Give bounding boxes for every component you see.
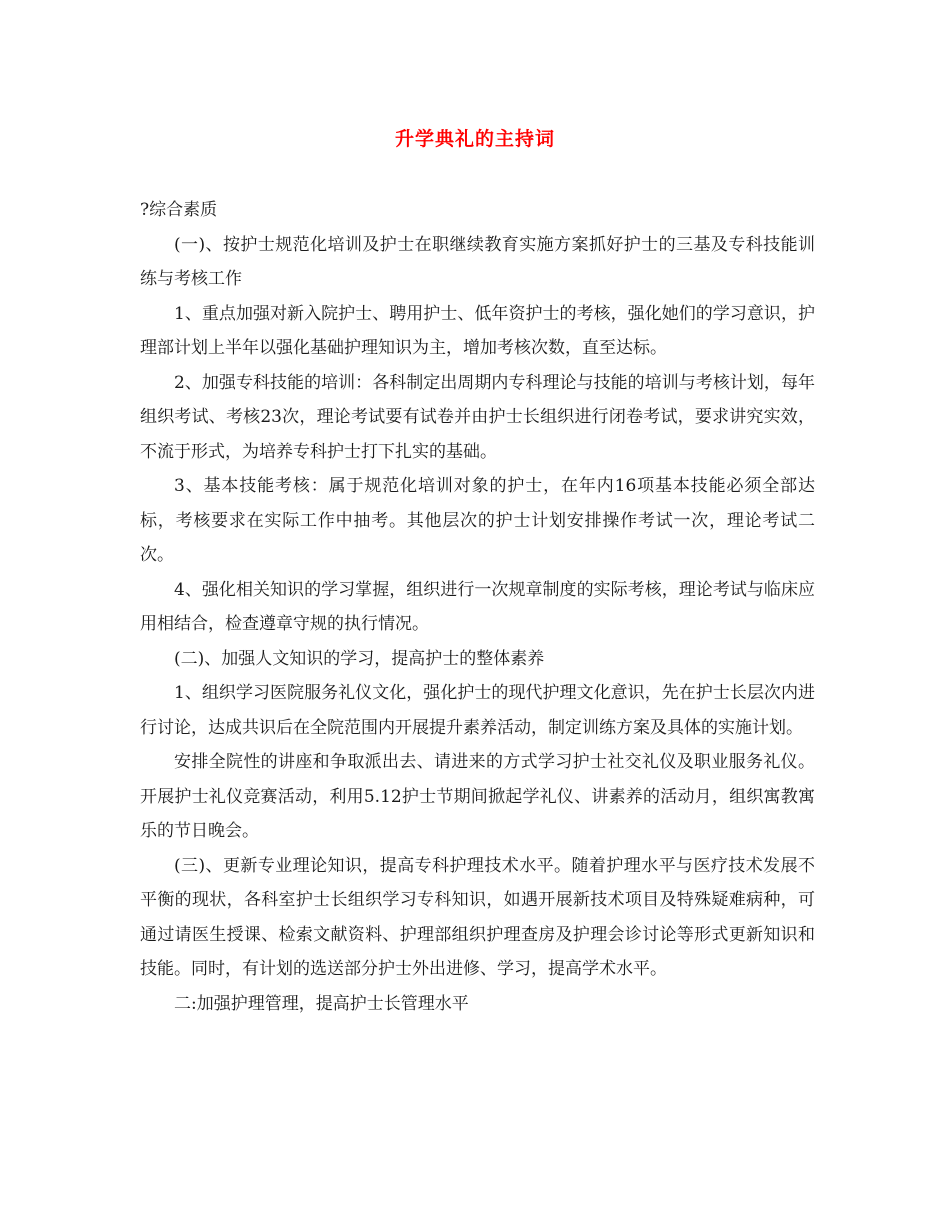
body-paragraph: 2、加强专科技能的培训：各科制定出周期内专科理论与技能的培训与考核计划，每年组织考试、考核23次，理论考试要有试卷并由护士长组织进行闭卷考试，要求讲究实效，不流于形式，为培养专科护士打下扎实的基础。 bbox=[140, 372, 815, 462]
body-paragraph: 3、基本技能考核：属于规范化培训对象的护士，在年内16项基本技能必须全部达标，考核要求在实际工作中抽考。其他层次的护士计划安排操作考试一次，理论考试二次。 bbox=[140, 476, 815, 565]
body-paragraph: 1、重点加强对新入院护士、聘用护士、低年资护士的考核，强化她们的学习意识，护理部计划上半年以强化基础护理知识为主，增加考核次数，直至达标。 bbox=[140, 303, 815, 358]
body-paragraph: 安排全院性的讲座和争取派出去、请进来的方式学习护士社交礼仪及职业服务礼仪。开展护士礼仪竞赛活动，利用5.12护士节期间掀起学礼仪、讲素养的活动月，组织寓教寓乐的节日晚会。 bbox=[140, 752, 815, 841]
body-paragraph: 4、强化相关知识的学习掌握，组织进行一次规章制度的实际考核，理论考试与临床应用相结合，检查遵章守规的执行情况。 bbox=[140, 579, 815, 634]
body-paragraph: ?综合素质 bbox=[140, 200, 218, 220]
section-heading: (二)、加强人文知识的学习，提高护士的整体素养 bbox=[174, 648, 545, 669]
section-heading: 二:加强护理管理，提高护士长管理水平 bbox=[174, 993, 469, 1014]
body-paragraph: (三)、更新专业理论知识，提高专科护理技术水平。随着护理水平与医疗技术发展不平衡的现状，各科室护士长组织学习专科知识，如遇开展新技术项目及特殊疑难病种，可通过请医生授课、检索文献资料、护理部组织护理查房及护理会诊讨论等形式更新知识和技能。同时，有计划的选送部分护士外出进修、学习，提高学术水平。 bbox=[140, 855, 815, 979]
document-title: 升学典礼的主持词 bbox=[394, 128, 555, 150]
body-paragraph: 1、组织学习医院服务礼仪文化，强化护士的现代护理文化意识，先在护士长层次内进行讨论，达成共识后在全院范围内开展提升素养活动，制定训练方案及具体的实施计划。 bbox=[140, 683, 815, 738]
body-paragraph: (一)、按护士规范化培训及护士在职继续教育实施方案抓好护士的三基及专科技能训练与考核工作 bbox=[140, 234, 815, 289]
document-body bbox=[140, 193, 815, 1021]
